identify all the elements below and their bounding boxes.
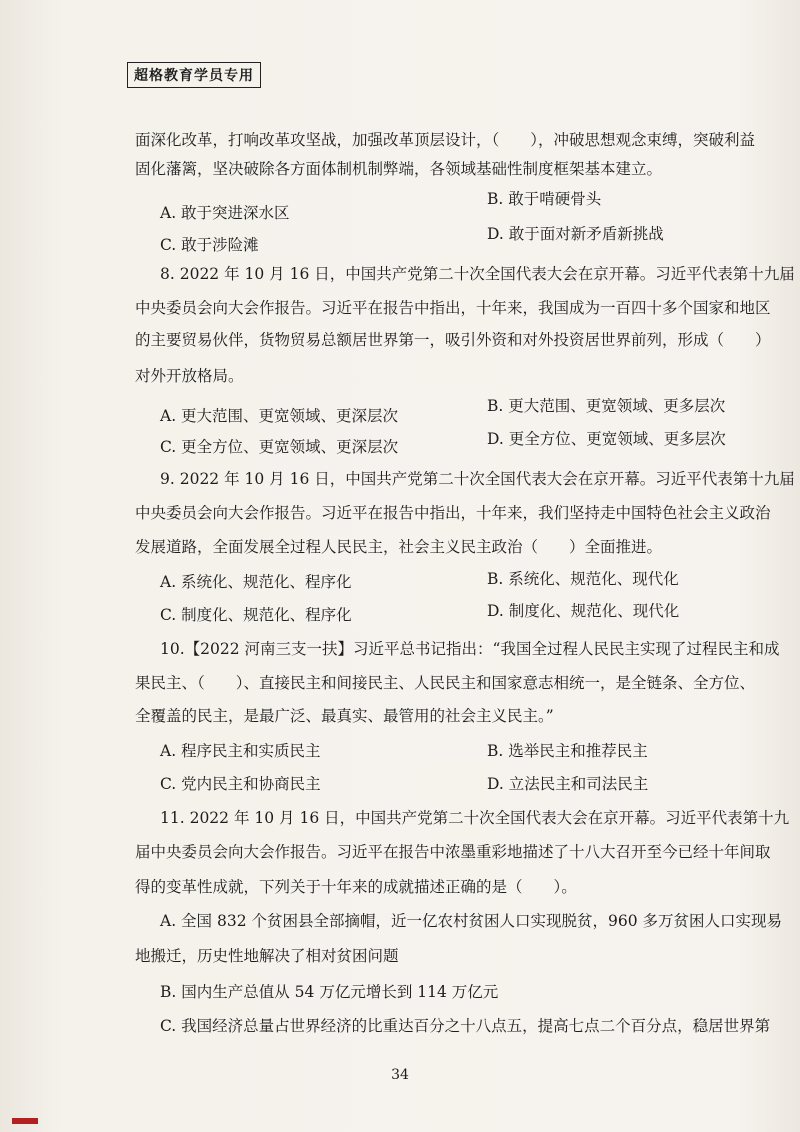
q9-option-b: B. 系统化、规范化、现代化 <box>487 570 679 588</box>
q10-line-1: 10.【2022 河南三支一扶】习近平总书记指出：“我国全过程人民民主实现了过程民主和成 <box>160 640 780 658</box>
q10-line-2: 果民主、（ ）、直接民主和间接民主、人民民主和国家意志相统一，是全链条、全方位、 <box>135 674 756 692</box>
q8-option-c: C. 更全方位、更宽领域、更深层次 <box>160 438 399 456</box>
q10-option-d: D. 立法民主和司法民主 <box>487 775 649 793</box>
q8-option-d: D. 更全方位、更宽领域、更多层次 <box>487 430 726 448</box>
q8-option-a: A. 更大范围、更宽领域、更深层次 <box>160 407 399 425</box>
q9-option-d: D. 制度化、规范化、现代化 <box>487 602 680 620</box>
q9-line-1: 9. 2022 年 10 月 16 日，中国共产党第二十次全国代表大会在京开幕。习近平代表第十九届 <box>160 470 795 488</box>
q7-option-d: D. 敢于面对新矛盾新挑战 <box>487 225 664 243</box>
q8-line-3: 的主要贸易伙伴，货物贸易总额居世界第一，吸引外资和对外投资居世界前列，形成（ ） <box>135 331 771 349</box>
q11-option-c: C. 我国经济总量占世界经济的比重达百分之十八点五，提高七点二个百分点，稳居世界第 <box>160 1017 771 1035</box>
q9-line-3: 发展道路，全面发展全过程人民民主，社会主义民主政治（ ）全面推进。 <box>135 538 663 556</box>
q11-option-a-line-2: 地搬迁，历史性地解决了相对贫困问题 <box>135 947 399 965</box>
q7-option-a: A. 敢于突进深水区 <box>160 204 290 222</box>
q9-line-2: 中央委员会向大会作报告。习近平在报告中指出，十年来，我们坚持走中国特色社会主义政治 <box>135 504 771 522</box>
q11-option-a-line-1: A. 全国 832 个贫困县全部摘帽，近一亿农村贫困人口实现脱贫，960 多万贫困人口实现易 <box>160 912 783 930</box>
q9-option-c: C. 制度化、规范化、程序化 <box>160 606 352 624</box>
q8-line-4: 对外开放格局。 <box>135 367 244 385</box>
q7-line-1: 面深化改革，打响改革攻坚战，加强改革顶层设计，（ ），冲破思想观念束缚，突破利益 <box>135 131 756 149</box>
q10-option-b: B. 选举民主和推荐民主 <box>487 742 648 760</box>
q7-line-2: 固化藩篱，坚决破除各方面体制机制弊端，各领域基础性制度框架基本建立。 <box>135 160 663 178</box>
q11-line-2: 届中央委员会向大会作报告。习近平在报告中浓墨重彩地描述了十八大召开至今已经十年间取 <box>135 843 771 861</box>
q9-option-a: A. 系统化、规范化、程序化 <box>160 573 352 591</box>
page-number: 34 <box>391 1067 409 1083</box>
q7-option-c: C. 敢于涉险滩 <box>160 236 259 254</box>
q8-line-1: 8. 2022 年 10 月 16 日，中国共产党第二十次全国代表大会在京开幕。习近平代表第十九届 <box>160 265 795 283</box>
q10-option-c: C. 党内民主和协商民主 <box>160 775 321 793</box>
q11-line-1: 11. 2022 年 10 月 16 日，中国共产党第二十次全国代表大会在京开幕。习近平代表第十九 <box>160 809 790 827</box>
edge-mark <box>12 1118 38 1124</box>
q10-line-3: 全覆盖的民主，是最广泛、最真实、最管用的社会主义民主。” <box>135 707 554 725</box>
q8-option-b: B. 更大范围、更宽领域、更多层次 <box>487 397 726 415</box>
header-stamp: 超格教育学员专用 <box>127 62 261 88</box>
q11-option-b: B. 国内生产总值从 54 万亿元增长到 114 万亿元 <box>160 983 499 1001</box>
q7-option-b: B. 敢于啃硬骨头 <box>487 190 602 208</box>
q10-option-a: A. 程序民主和实质民主 <box>160 742 321 760</box>
q8-line-2: 中央委员会向大会作报告。习近平在报告中指出，十年来，我国成为一百四十多个国家和地区 <box>135 299 771 317</box>
q11-line-3: 得的变革性成就，下列关于十年来的成就描述正确的是（ ）。 <box>135 878 577 896</box>
